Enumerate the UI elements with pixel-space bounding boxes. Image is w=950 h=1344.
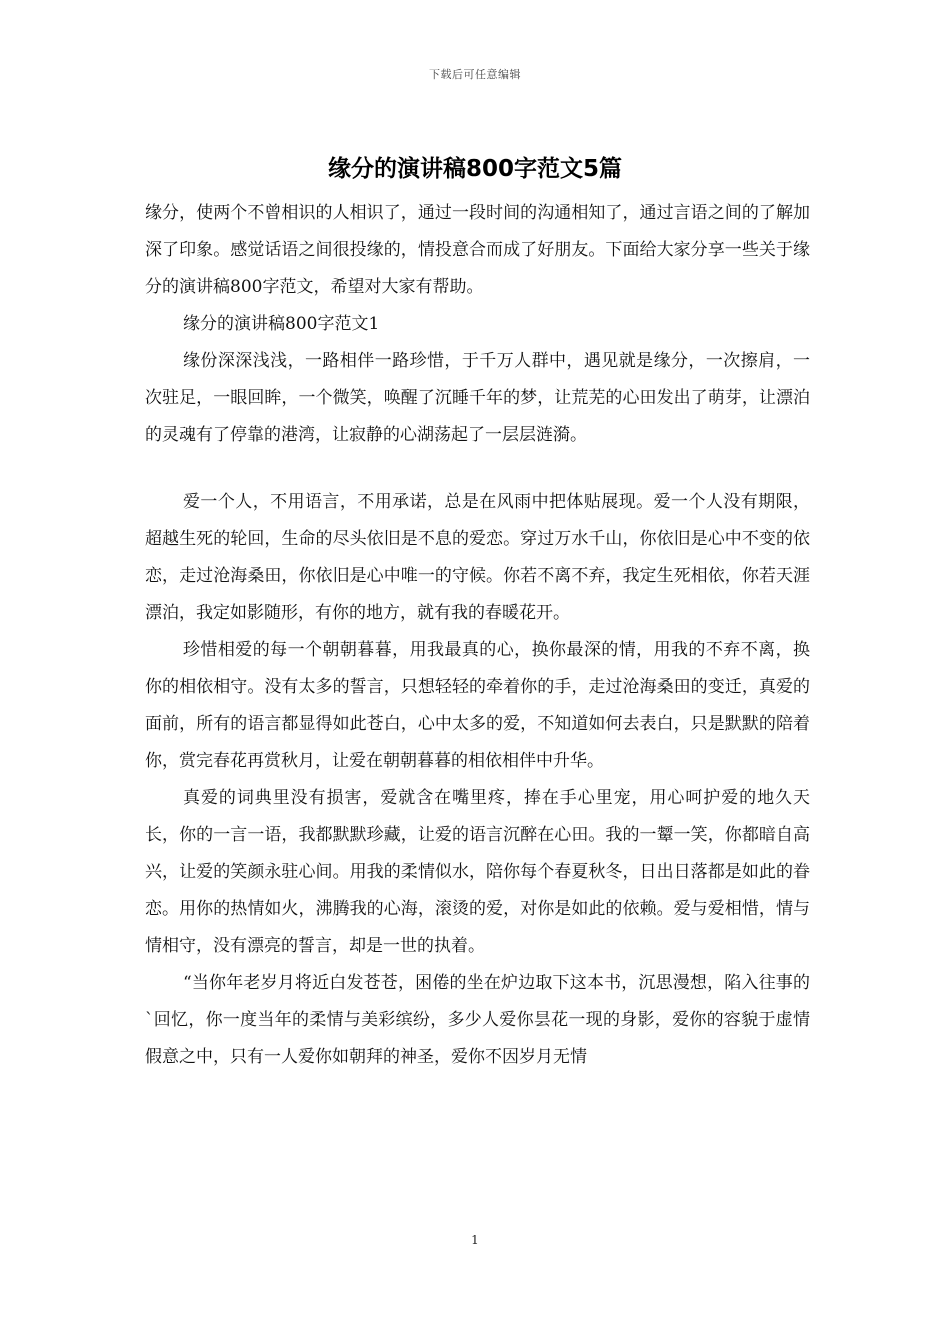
section-heading: 缘分的演讲稿800字范文1 bbox=[183, 314, 380, 334]
intro-paragraph: 缘分，使两个不曾相识的人相识了，通过一段时间的沟通相知了，通过言语之间的了解加深了印象。感觉话语之间很投缘的，情投意合而成了好朋友。下面给大家分享一些关于缘分的演讲稿800字范文，希望对大家有帮助。 bbox=[145, 203, 810, 297]
body-paragraph: 爱一个人，不用语言，不用承诺，总是在风雨中把体贴展现。爱一个人没有期限，超越生死的轮回，生命的尽头依旧是不息的爱恋。穿过万水千山，你依旧是心中不变的依恋，走过沧海桑田，你依旧是心中唯一的守候。你若不离不弃，我定生死相依，你若天涯漂泊，我定如影随形，有你的地方，就有我的春暖花开。 bbox=[145, 492, 810, 623]
body-paragraph: 珍惜相爱的每一个朝朝暮暮，用我最真的心，换你最深的情，用我的不弃不离，换你的相依相守。没有太多的誓言，只想轻轻的牵着你的手，走过沧海桑田的变迁，真爱的面前，所有的语言都显得如此苍白，心中太多的爱，不知道如何去表白，只是默默的陪着你，赏完春花再赏秋月，让爱在朝朝暮暮的相依相伴中升华。 bbox=[145, 640, 810, 771]
body-paragraph: 真爱的词典里没有损害，爱就含在嘴里疼，捧在手心里宠，用心呵护爱的地久天长，你的一言一语，我都默默珍藏，让爱的语言沉醉在心田。我的一颦一笑，你都暗自高兴，让爱的笑颜永驻心间。用我的柔情似水，陪你每个春夏秋冬，日出日落都是如此的眷恋。用你的热情如火，沸腾我的心海，滚烫的爱，对你是如此的依赖。爱与爱相惜，情与情相守，没有漂亮的誓言，却是一世的执着。 bbox=[145, 788, 810, 956]
body-paragraph: “当你年老岁月将近白发苍苍，困倦的坐在炉边取下这本书，沉思漫想，陷入往事的`回忆，你一度当年的柔情与美彩缤纷，多少人爱你昙花一现的身影，爱你的容貌于虚情假意之中，只有一人爱你如朝拜的神圣，爱你不因岁月无情 bbox=[145, 973, 810, 1067]
body-paragraph: 缘份深深浅浅，一路相伴一路珍惜，于千万人群中，遇见就是缘分，一次擦肩，一次驻足，一眼回眸，一个微笑，唤醒了沉睡千年的梦，让荒芜的心田发出了萌芽，让漂泊的灵魂有了停靠的港湾，让寂静的心湖荡起了一层层涟漪。 bbox=[145, 351, 810, 445]
document-title: 缘分的演讲稿800字范文5篇 bbox=[327, 156, 622, 182]
page-number: 1 bbox=[471, 1233, 479, 1247]
document-body bbox=[145, 195, 810, 1076]
header-note: 下载后可任意编辑 bbox=[429, 68, 521, 81]
